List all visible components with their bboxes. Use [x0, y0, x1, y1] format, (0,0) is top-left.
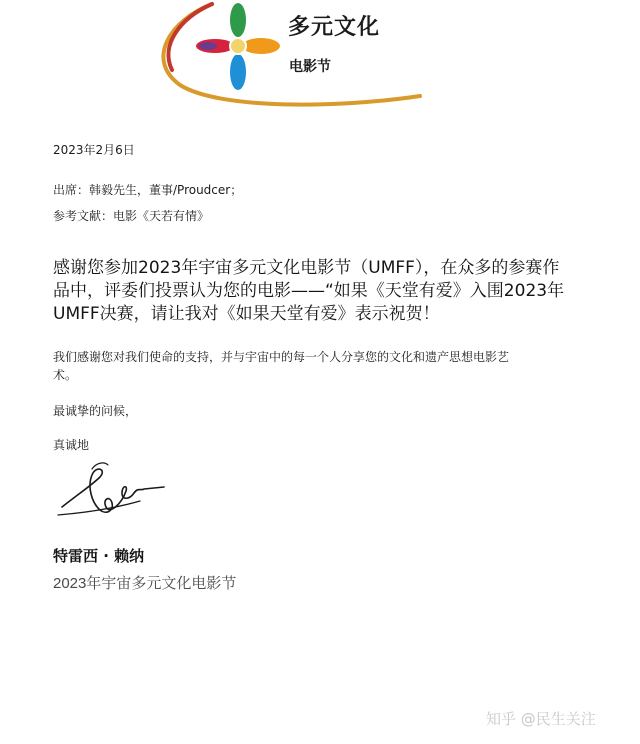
main-paragraph-line: 感谢您参加2023年宇宙多元文化电影节（UMFF），在众多的参赛作 — [53, 258, 560, 278]
logo-petal-left-inner — [199, 42, 217, 50]
festival-logo-subtitle: 电影节 — [289, 59, 331, 75]
handwritten-signature — [52, 455, 172, 533]
watermark: 知乎 @民生关注 — [486, 710, 596, 728]
signer-name: 特雷西 · 赖纳 — [53, 547, 145, 565]
main-paragraph-line: UMFF决赛，请让我对《如果天堂有爱》表示祝贺！ — [53, 304, 440, 324]
second-paragraph-line: 我们感谢您对我们使命的支持，并与宇宙中的每一个人分享您的文化和遗产思想电影艺 — [53, 350, 510, 364]
logo-petal-bottom — [230, 54, 246, 90]
main-paragraph — [53, 257, 573, 326]
attendee-line: 出席：韩毅先生，董事/Proudcer； — [53, 183, 243, 197]
signer-organization: 2023年宇宙多元文化电影节 — [53, 575, 237, 592]
main-paragraph-line: 品中，评委们投票认为您的电影——“如果《天堂有爱》入围2023年 — [53, 281, 565, 301]
second-paragraph — [53, 348, 573, 384]
closing-line: 最诚挚的问候， — [53, 404, 138, 418]
reference-line: 参考文献：电影《天若有情》 — [53, 209, 210, 223]
logo-petal-top — [230, 3, 246, 37]
letter-date: 2023年2月6日 — [53, 143, 135, 157]
sincerely-line: 真诚地 — [53, 438, 90, 452]
second-paragraph-line: 术。 — [53, 368, 78, 382]
logo-petal-right — [242, 38, 280, 54]
festival-logo-title: 多元文化 — [288, 15, 381, 40]
logo-center — [230, 38, 246, 54]
